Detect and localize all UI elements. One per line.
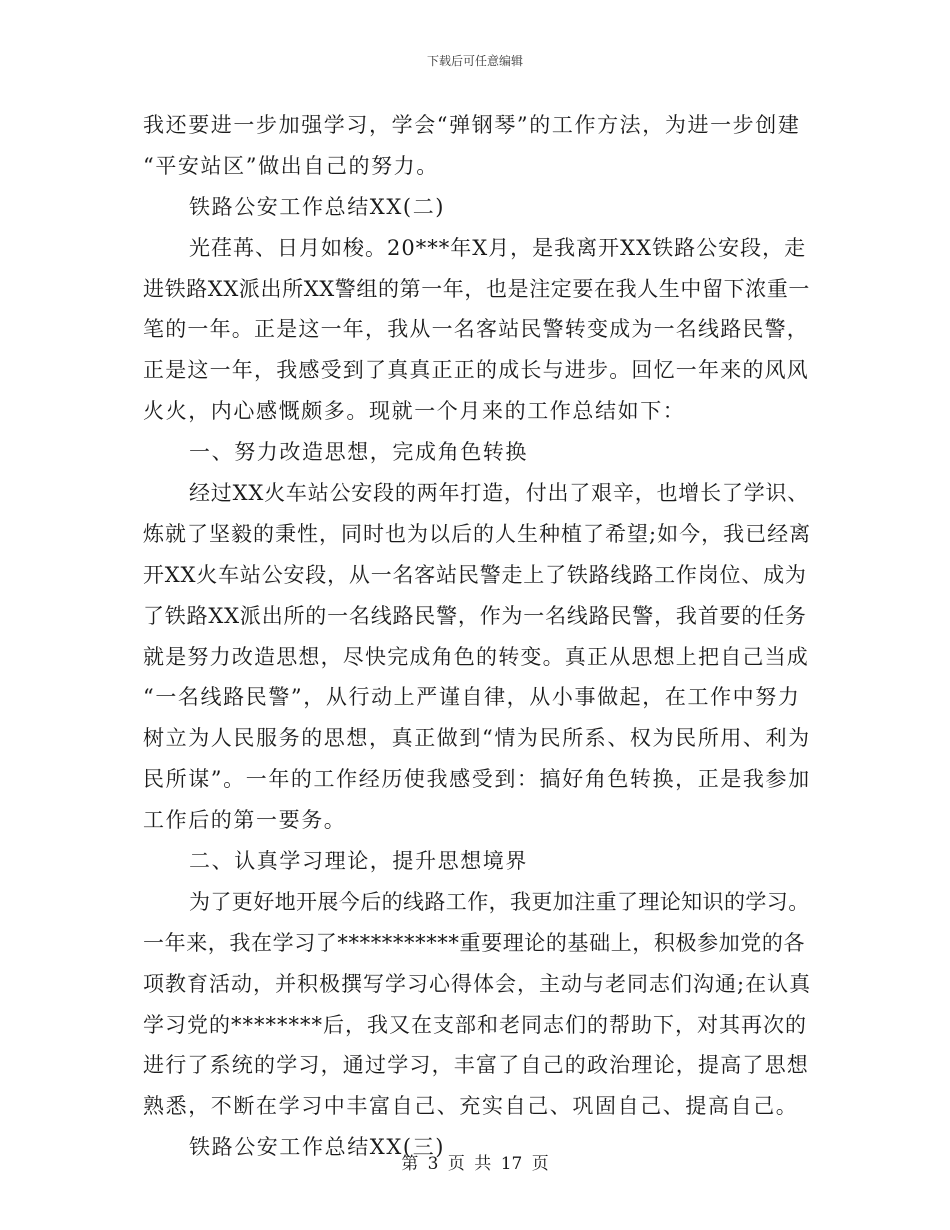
document-body — [143, 105, 811, 1168]
text-line: “一名线路民警”，从行动上严谨自律，从小事做起，在工作中努力 — [143, 685, 801, 710]
text-line: 一年来，我在学习了***********重要理论的基础上，积极参加党的各 — [143, 930, 806, 955]
text-line: 熟悉，不断在学习中丰富自己、充实自己、巩固自己、提高自己。 — [143, 1094, 799, 1119]
page-number-footer: 第 3 页 共 17 页 — [401, 1154, 549, 1174]
text-line: 为了更好地开展今后的线路工作，我更加注重了理论知识的学习。 — [189, 889, 810, 914]
text-line: 开XX火车站公安段，从一名客站民警走上了铁路线路工作岗位、成为 — [143, 562, 807, 587]
text-line: 学习党的********后，我又在支部和老同志们的帮助下，对其再次的 — [143, 1012, 807, 1037]
text-line: 正是这一年，我感受到了真真正正的成长与进步。回忆一年来的风风 — [143, 358, 809, 383]
text-line: 就是努力改造思想，尽快完成角色的转变。真正从思想上把自己当成 — [143, 644, 809, 669]
text-line: 进铁路XX派出所XX警组的第一年，也是注定要在我人生中留下浓重一 — [143, 276, 810, 301]
text-line: 二、认真学习理论，提升思想境界 — [189, 849, 528, 874]
page-header: 下载后可任意编辑 — [426, 54, 523, 68]
text-line: 工作后的第一要务。 — [143, 808, 347, 833]
text-line: 光荏苒、日月如梭。20***年X月，是我离开XX铁路公安段，走 — [189, 235, 807, 260]
text-line: 笔的一年。正是这一年，我从一名客站民警转变成为一名线路民警， — [143, 317, 809, 342]
text-line: 民所谋”。一年的工作经历使我感受到：搞好角色转换，正是我参加 — [143, 767, 811, 792]
text-line: 了铁路XX派出所的一名线路民警，作为一名线路民警，我首要的任务 — [143, 603, 807, 628]
text-line: 炼就了坚毅的秉性，同时也为以后的人生种植了希望;如今，我已经离 — [143, 521, 812, 546]
text-line: 火火，内心感慨颇多。现就一个月来的工作总结如下： — [143, 399, 686, 424]
text-line: 树立为人民服务的思想，真正做到“情为民所系、权为民所用、利为 — [143, 726, 811, 751]
text-line: “平安站区”做出自己的努力。 — [143, 153, 439, 178]
text-line: 铁路公安工作总结XX(二) — [189, 194, 446, 219]
text-line: 经过XX火车站公安段的两年打造，付出了艰辛，也增长了学识、 — [189, 481, 810, 506]
text-line: 一、努力改造思想，完成角色转换 — [189, 440, 528, 465]
text-line: 我还要进一步加强学习，学会“弹钢琴”的工作方法，为进一步创建 — [143, 113, 801, 137]
text-line: 项教育活动，并积极撰写学习心得体会，主动与老同志们沟通;在认真 — [143, 971, 812, 996]
text-line: 铁路公安工作总结XX(三) — [189, 1135, 446, 1160]
text-line: 进行了系统的学习，通过学习，丰富了自己的政治理论，提高了思想 — [143, 1053, 809, 1078]
